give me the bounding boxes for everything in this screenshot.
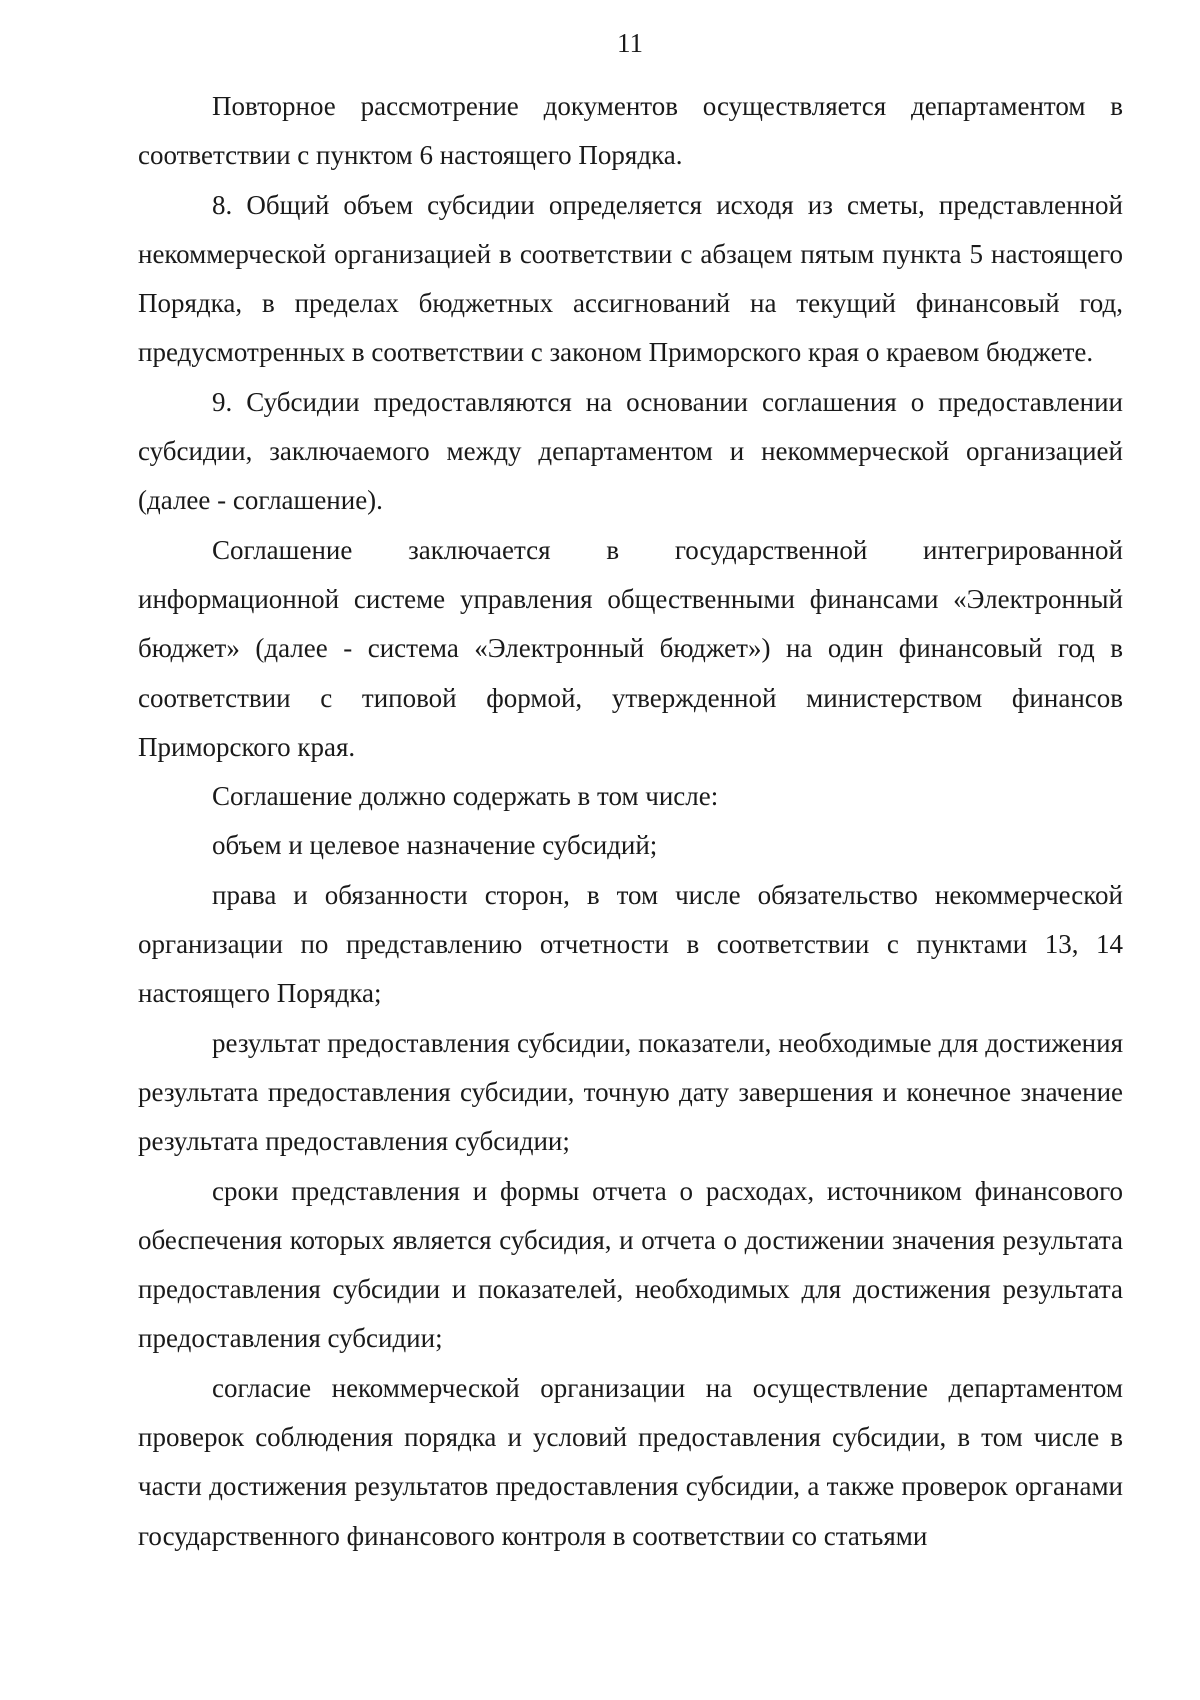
- paragraph-agreement-system: Соглашение заключается в государственной интегрированной информационной системе управления общественными финансами «Электронный бюджет» (далее - система «Электронный бюджет») на один финансовый год в соответствии с типовой формой, утвержденной министерством финансов Приморского края.: [138, 534, 1123, 762]
- paragraph-repeat-review: Повторное рассмотрение документов осуществляется департаментом в соответствии с пунктом 6 настоящего Порядка.: [138, 91, 1123, 171]
- paragraph-report-deadlines: сроки представления и формы отчета о расходах, источником финансового обеспечения которых является субсидия, и отчета о достижении значения результата предоставления субсидии и показателей, необходимых для достижения результата предоставления субсидии;: [138, 1175, 1123, 1354]
- paragraph-result-indicators: результат предоставления субсидии, показатели, необходимые для достижения результата предоставления субсидии, точную дату завершения и конечное значение результата предоставления субсидии;: [138, 1027, 1123, 1157]
- paragraph-item-8: 8. Общий объем субсидии определяется исходя из сметы, представленной некоммерческой организацией в соответствии с абзацем пятым пункта 5 настоящего Порядка, в пределах бюджетных ассигнований на текущий финансовый год, предусмотренных в соответствии с законом Приморского края о краевом бюджете.: [138, 189, 1123, 368]
- paragraph-agreement-contents: Соглашение должно содержать в том числе:: [212, 781, 719, 812]
- document-body: [138, 82, 1123, 1561]
- paragraph-rights-obligations: права и обязанности сторон, в том числе обязательство некоммерческой организации по представлению отчетности в соответствии с пунктами 13, 14 настоящего Порядка;: [138, 879, 1123, 1009]
- page-number: 11: [617, 28, 643, 58]
- paragraph-audit-consent: согласие некоммерческой организации на осуществление департаментом проверок соблюдения порядка и условий предоставления субсидии, в том числе в части достижения результатов предоставления субсидии, а также проверок органами государственного финансового контроля в соответствии со статьями: [138, 1372, 1123, 1551]
- paragraph-subsidy-volume: объем и целевое назначение субсидий;: [212, 830, 658, 861]
- paragraph-item-9: 9. Субсидии предоставляются на основании соглашения о предоставлении субсидии, заключаемого между департаментом и некоммерческой организацией (далее - соглашение).: [138, 386, 1123, 516]
